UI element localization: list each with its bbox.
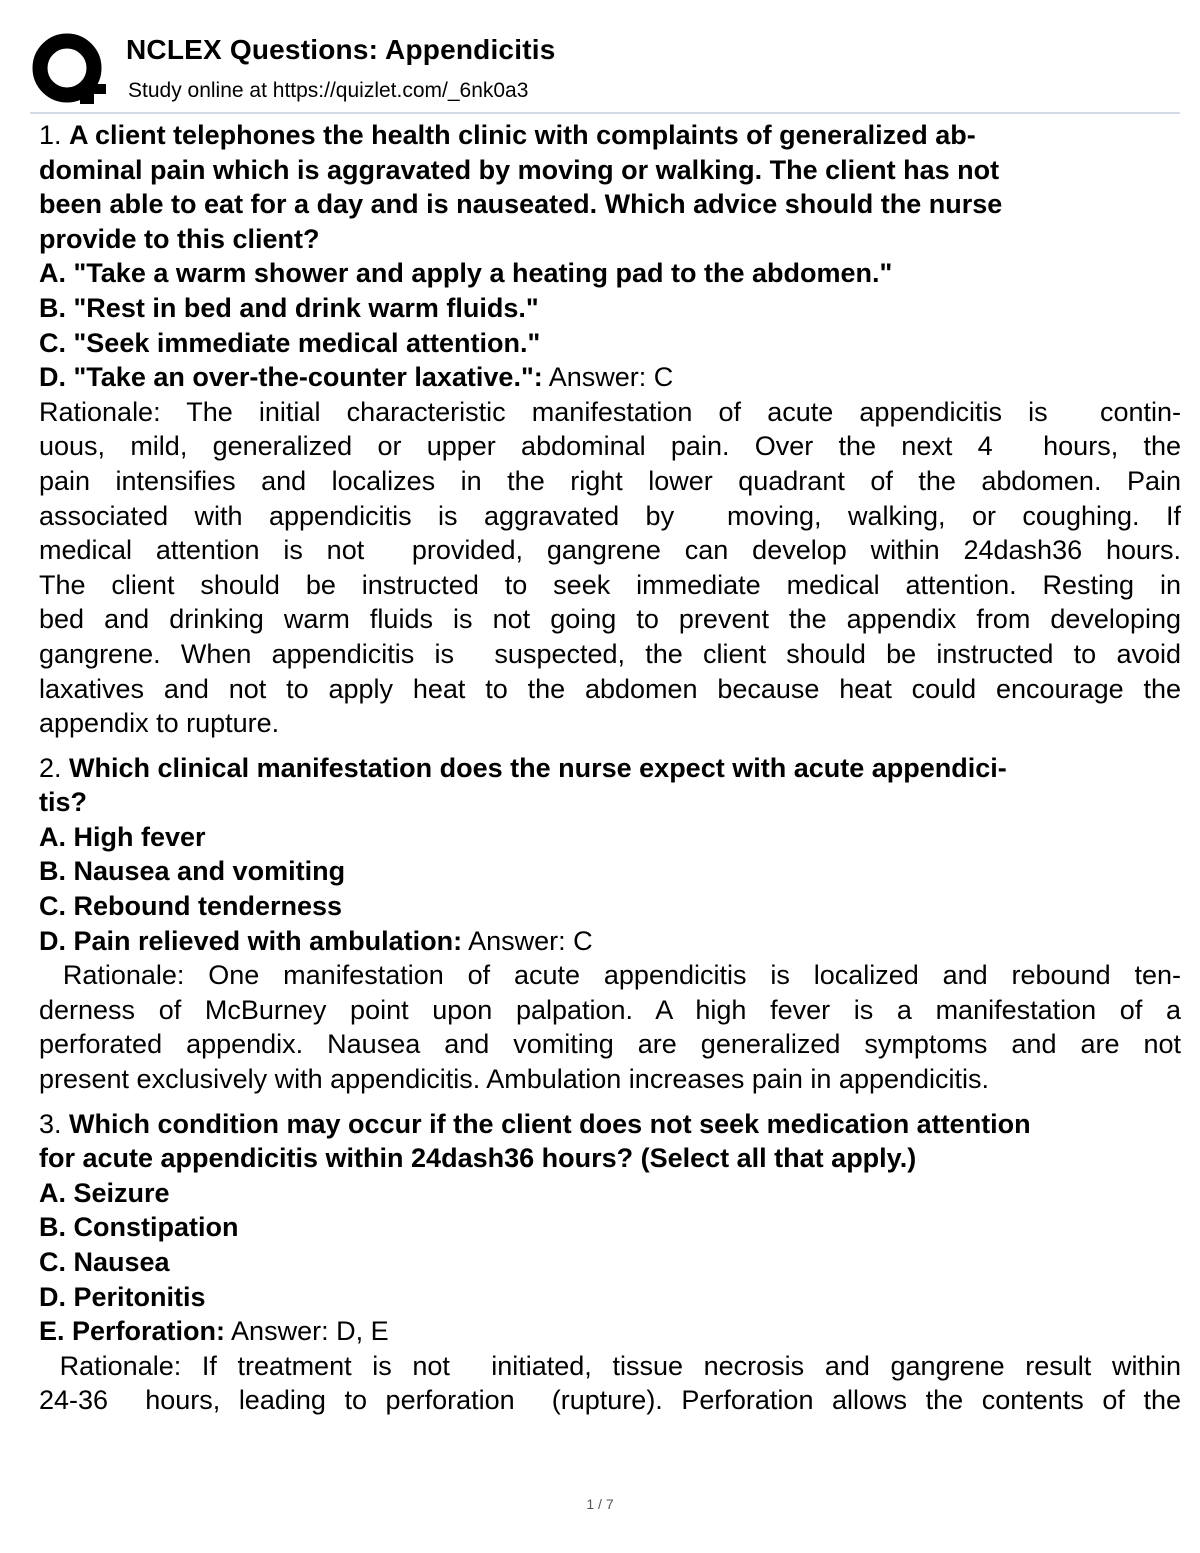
rationale-line: bed and drinking warm fluids is not going to prevent the appendix from developing — [39, 604, 1181, 635]
question-block — [39, 118, 1181, 741]
question-block — [39, 1107, 1181, 1418]
correct-answer: Answer: D, E — [231, 1316, 389, 1347]
question-number: 3. — [39, 1108, 62, 1139]
question-number: 1. — [39, 120, 62, 150]
answer-option: D. Pain relieved with ambulation: — [39, 925, 463, 956]
rationale-line: gangrene. When appendicitis is suspected, the client should be instructed to avoid — [39, 638, 1181, 669]
question-text: dominal pain which is aggravated by moving or walking. The client has not — [39, 154, 1000, 185]
answer-option: A. "Take a warm shower and apply a heating pad to the abdomen." — [39, 258, 893, 289]
rationale-line: medical attention is not provided, gangrene can develop within 24dash36 hours. — [39, 535, 1181, 566]
question-block — [39, 751, 1181, 1097]
page-number: 1 / 7 — [586, 1496, 614, 1512]
answer-option: E. Perforation: — [39, 1316, 226, 1347]
answer-option: B. Nausea and vomiting — [39, 856, 346, 887]
rationale-line: appendix to rupture. — [39, 708, 280, 739]
question-text: tis? — [39, 787, 88, 818]
answer-option-line — [39, 924, 1181, 959]
question-line — [39, 153, 1181, 188]
answer-option: A. Seizure — [39, 1177, 170, 1208]
document-title: NCLEX Questions: Appendicitis — [126, 34, 556, 65]
question-line — [39, 751, 1181, 786]
page-header — [30, 28, 1180, 114]
rationale-line: Rationale: The initial characteristic manifestation of acute appendicitis is contin- — [39, 396, 1181, 427]
answer-option: D. "Take an over-the-counter laxative.": — [39, 362, 543, 393]
quizlet-logo-icon — [30, 32, 106, 108]
question-line — [39, 187, 1181, 222]
answer-option: C. "Seek immediate medical attention." — [39, 327, 541, 358]
question-line — [39, 1141, 1181, 1176]
rationale-line: perforated appendix. Nausea and vomiting are generalized symptoms and are not — [39, 1029, 1181, 1060]
answer-option: C. Nausea — [39, 1247, 170, 1277]
rationale-line: laxatives and not to apply heat to the abdomen because heat could encourage the — [39, 673, 1181, 704]
rationale-line: uous, mild, generalized or upper abdominal pain. Over the next 4 hours, the — [39, 431, 1181, 462]
rationale-line: derness of McBurney point upon palpation. A high fever is a manifestation of a — [39, 994, 1181, 1025]
correct-answer: Answer: C — [468, 925, 593, 956]
answer-option: B. Constipation — [39, 1212, 239, 1243]
rationale-line: present exclusively with appendicitis. Ambulation increases pain in appendicitis. — [39, 1064, 990, 1095]
rationale-line: Rationale: One manifestation of acute appendicitis is localized and rebound ten- — [39, 960, 1181, 991]
question-line — [39, 118, 1181, 153]
correct-answer: Answer: C — [548, 362, 674, 393]
questions-list — [39, 118, 1181, 1428]
question-line — [39, 222, 1181, 257]
question-text: provide to this client? — [39, 223, 320, 254]
rationale-line: pain intensifies and localizes in the right lower quadrant of the abdomen. Pain — [39, 465, 1181, 496]
question-text: Which condition may occur if the client does not seek medication attention — [69, 1108, 1031, 1139]
header-divider — [30, 112, 1180, 114]
answer-option: C. Rebound tenderness — [39, 891, 343, 922]
study-online-link[interactable]: Study online at https://quizlet.com/_6nk0a3 — [128, 79, 529, 102]
question-text: for acute appendicitis within 24dash36 hours? (Select all that apply.) — [39, 1143, 917, 1174]
question-text: Which clinical manifestation does the nurse expect with acute appendici- — [69, 752, 1007, 783]
question-text: been able to eat for a day and is nauseated. Which advice should the nurse — [39, 189, 1003, 220]
question-text: A client telephones the health clinic with complaints of generalized ab- — [69, 120, 976, 150]
answer-option-line — [39, 1314, 1181, 1349]
rationale-line: Rationale: If treatment is not initiated, tissue necrosis and gangrene result within — [39, 1350, 1181, 1381]
rationale-line: The client should be instructed to seek immediate medical attention. Resting in — [39, 569, 1181, 600]
answer-option: B. "Rest in bed and drink warm fluids." — [39, 292, 539, 323]
rationale-line: 24-36 hours, leading to perforation (rupture). Perforation allows the contents of the — [39, 1385, 1181, 1416]
answer-option: A. High fever — [39, 821, 206, 852]
question-number: 2. — [39, 752, 62, 783]
question-line — [39, 785, 1181, 820]
question-line — [39, 1107, 1181, 1142]
answer-option-line — [39, 360, 1181, 395]
answer-option: D. Peritonitis — [39, 1281, 206, 1312]
rationale-line: associated with appendicitis is aggravated by moving, walking, or coughing. If — [39, 500, 1181, 531]
